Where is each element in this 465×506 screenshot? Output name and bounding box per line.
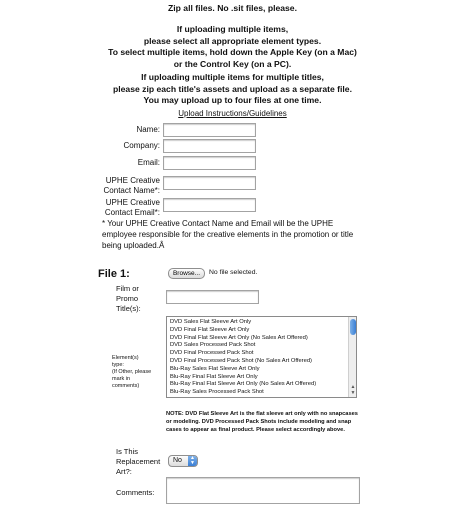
flat-sleeve-note: NOTE: DVD Flat Sleeve Art is the flat sleeve art only with no snapcases or modeling. DVD Processed Pack Shots include modeling and snap cases to appear as final product. Please select accordingly above.	[166, 411, 358, 433]
comments-label: Comments:	[116, 488, 155, 497]
intro-line: To select multiple items, hold down the Apple Key (on a Mac)	[108, 47, 357, 57]
name-input[interactable]	[163, 123, 256, 137]
element-type-listbox[interactable]	[166, 316, 357, 398]
company-input[interactable]	[163, 139, 256, 153]
email-label: Email:	[137, 158, 160, 167]
no-file-selected-text: No file selected.	[209, 269, 258, 276]
creative-contact-note: * Your UPHE Creative Contact Name and Email will be the UPHE employee responsible for the creative elements in the promotion or title being uploaded.Â	[102, 219, 354, 250]
name-label: Name:	[136, 125, 160, 134]
list-item[interactable]: DVD Sales Processed Pack Shot	[170, 342, 256, 349]
scroll-down-arrow-icon[interactable]: ▼	[350, 390, 356, 396]
list-item[interactable]: Blu-Ray Sales Flat Sleeve Art Only	[170, 365, 260, 372]
email-input[interactable]	[163, 156, 256, 170]
intro-line: You may upload up to four files at one time.	[143, 95, 322, 105]
browse-button[interactable]: Browse...	[168, 268, 205, 279]
list-item[interactable]: Blu-Ray Sales Processed Pack Shot	[170, 389, 264, 396]
comments-textarea[interactable]	[166, 477, 360, 504]
upload-instructions-link[interactable]: Upload Instructions/Guidelines	[178, 109, 287, 118]
label-line: UPHE Creative	[105, 176, 160, 185]
select-value: No	[173, 457, 182, 464]
creative-contact-name-input[interactable]	[163, 176, 256, 190]
listbox-scrollbar[interactable]	[348, 317, 356, 397]
intro-line: please select all appropriate element types.	[143, 35, 322, 46]
intro-multiple-items	[0, 24, 465, 70]
label-line: Element(s)	[112, 355, 139, 361]
element-type-label	[112, 355, 166, 390]
label-line: (If Other, please	[112, 369, 152, 375]
intro-line: please zip each title's assets and upload as a separate file.	[113, 83, 352, 94]
scrollbar-thumb[interactable]	[350, 319, 356, 335]
label-line: Contact Email*:	[104, 208, 160, 217]
label-line: Promo	[116, 294, 139, 303]
intro-zip-notice	[0, 3, 465, 15]
label-line: mark in	[112, 376, 131, 382]
label-line: Replacement	[116, 457, 161, 466]
intro-line: or the Control Key (on a PC).	[173, 58, 292, 69]
list-item[interactable]: Blu-Ray Final Flat Sleeve Art Only (No Sales Art Offered)	[170, 381, 317, 388]
chevron-updown-icon: ▲ ▼	[188, 456, 197, 466]
element-options-list	[167, 317, 356, 397]
scroll-up-arrow-icon[interactable]: ▲	[350, 384, 356, 390]
title-label	[116, 284, 141, 314]
creative-contact-name-label	[60, 176, 160, 196]
intro-line: If uploading multiple items for multiple titles,	[141, 72, 324, 82]
creative-contact-email-label	[60, 198, 160, 218]
list-item[interactable]: DVD Final Flat Sleeve Art Only (No Sales Art Offered)	[170, 334, 308, 341]
list-item[interactable]: DVD Sales Flat Sleeve Art Only	[170, 319, 252, 325]
list-item[interactable]: DVD Final Processed Pack Shot	[170, 350, 254, 357]
label-line: comments)	[112, 383, 140, 389]
label-line: Is This	[116, 447, 138, 456]
list-item[interactable]: DVD Final Flat Sleeve Art Only	[170, 326, 250, 333]
title-input[interactable]	[166, 290, 259, 304]
label-line: Contact Name*:	[103, 186, 160, 195]
intro-line: Zip all files. No .sit files, please.	[168, 3, 297, 13]
creative-contact-email-input[interactable]	[163, 198, 256, 212]
list-item[interactable]: DVD Final Processed Pack Shot (No Sales Art Offered)	[170, 357, 312, 364]
intro-multiple-titles	[0, 72, 465, 107]
list-item[interactable]: Blu-Ray Final Flat Sleeve Art Only	[170, 373, 258, 380]
replacement-art-select[interactable]	[168, 455, 198, 467]
label-line: Film or	[116, 284, 139, 293]
label-line: Title(s):	[116, 304, 141, 313]
label-line: UPHE Creative	[105, 198, 160, 207]
label-line: Art?:	[116, 467, 132, 476]
intro-line: If uploading multiple items,	[176, 24, 289, 34]
file-1-heading: File 1:	[98, 268, 130, 280]
company-label: Company:	[123, 141, 160, 150]
label-line: type:	[112, 362, 124, 368]
replacement-art-label	[116, 447, 160, 477]
